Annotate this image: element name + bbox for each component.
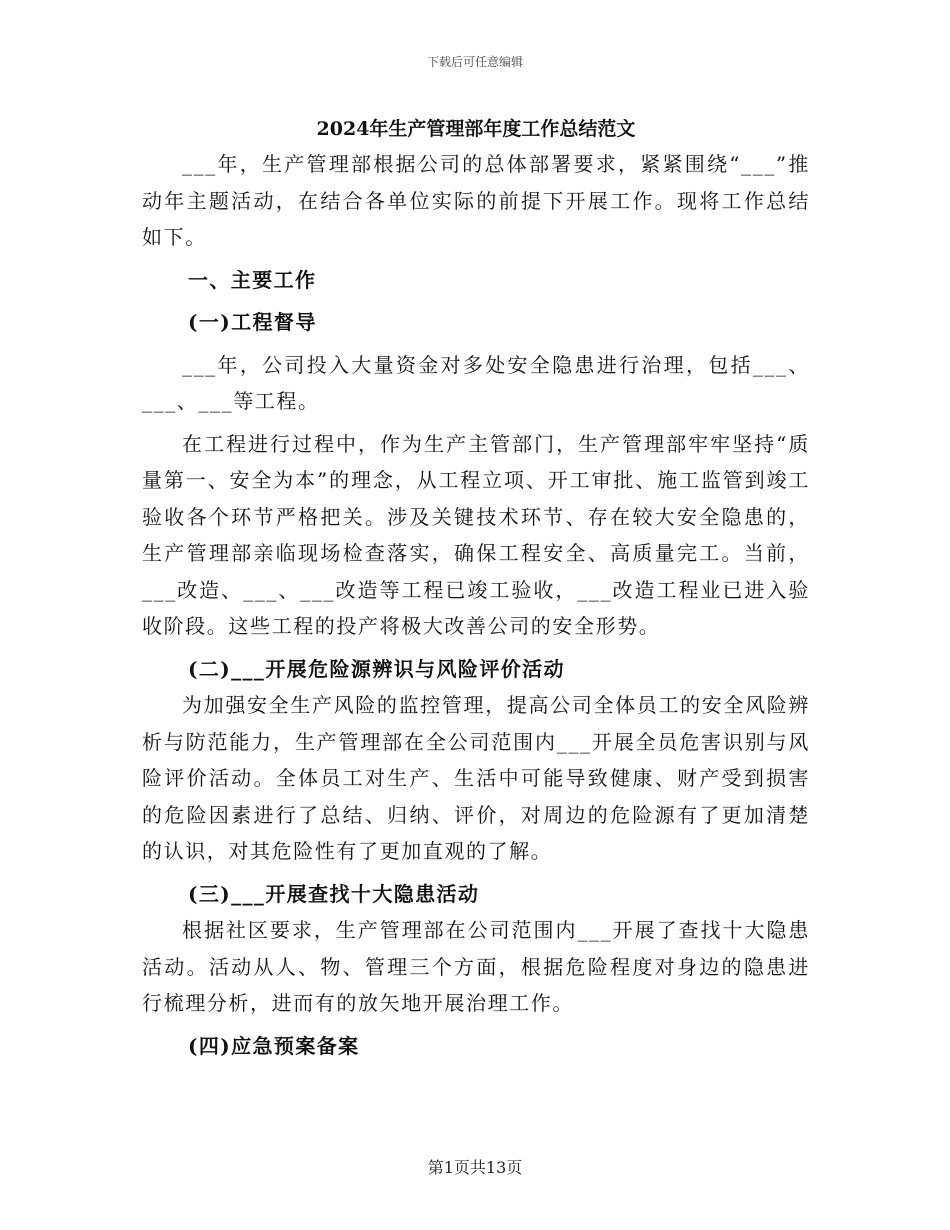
page-header-note: 下载后可任意编辑 (426, 55, 523, 69)
paragraph-top-ten-hazards: 根据社区要求，生产管理部在公司范围内___开展了查找十大隐患活动。活动从人、物、管理三个方面，根据危险程度对身边的隐患进行梳理分析，进而有的放矢地开展治理工作。 (142, 918, 810, 1015)
section-heading-main-work: 一、主要工作 (188, 267, 317, 292)
page-footer-pagination: 第1页共13页 (427, 1158, 523, 1177)
intro-paragraph: ___年，生产管理部根据公司的总体部署要求，紧紧围绕“___”推动年主题活动，在结合各单位实际的前提下开展工作。现将工作总结如下。 (142, 152, 810, 249)
paragraph-engineering-process: 在工程进行过程中，作为生产主管部门，生产管理部牢牢坚持“质量第一、安全为本”的理念，从工程立项、开工审批、施工监管到竣工验收各个环节严格把关。涉及关键技术环节、存在较大安全隐患的，生产管理部亲临现场检查落实，确保工程安全、高质量完工。当前，___改造、___、___改造等工程已竣工验收，___改造工程业已进入验收阶段。这些工程的投产将极大改善公司的安全形势。 (142, 431, 810, 638)
document-body (142, 112, 810, 1064)
document-title: 2024年生产管理部年度工作总结范文 (316, 118, 636, 140)
paragraph-investment: ___年，公司投入大量资金对多处安全隐患进行治理，包括___、___、___等工程。 (142, 352, 810, 413)
subheading-hazard-identification: (二)___开展危险源辨识与风险评价活动 (188, 656, 565, 681)
subheading-engineering-supervision: (一)工程督导 (188, 310, 317, 334)
subheading-emergency-plan: (四)应急预案备案 (188, 1033, 360, 1058)
subheading-top-ten-hazards: (三)___开展查找十大隐患活动 (188, 881, 480, 906)
paragraph-hazard-identification: 为加强安全生产风险的监控管理，提高公司全体员工的安全风险辨析与防范能力，生产管理部在全公司范围内___开展全员危害识别与风险评价活动。全体员工对生产、生活中可能导致健康、财产受到损害的危险因素进行了总结、归纳、评价，对周边的危险源有了更加清楚的认识，对其危险性有了更加直观的了解。 (142, 693, 810, 863)
